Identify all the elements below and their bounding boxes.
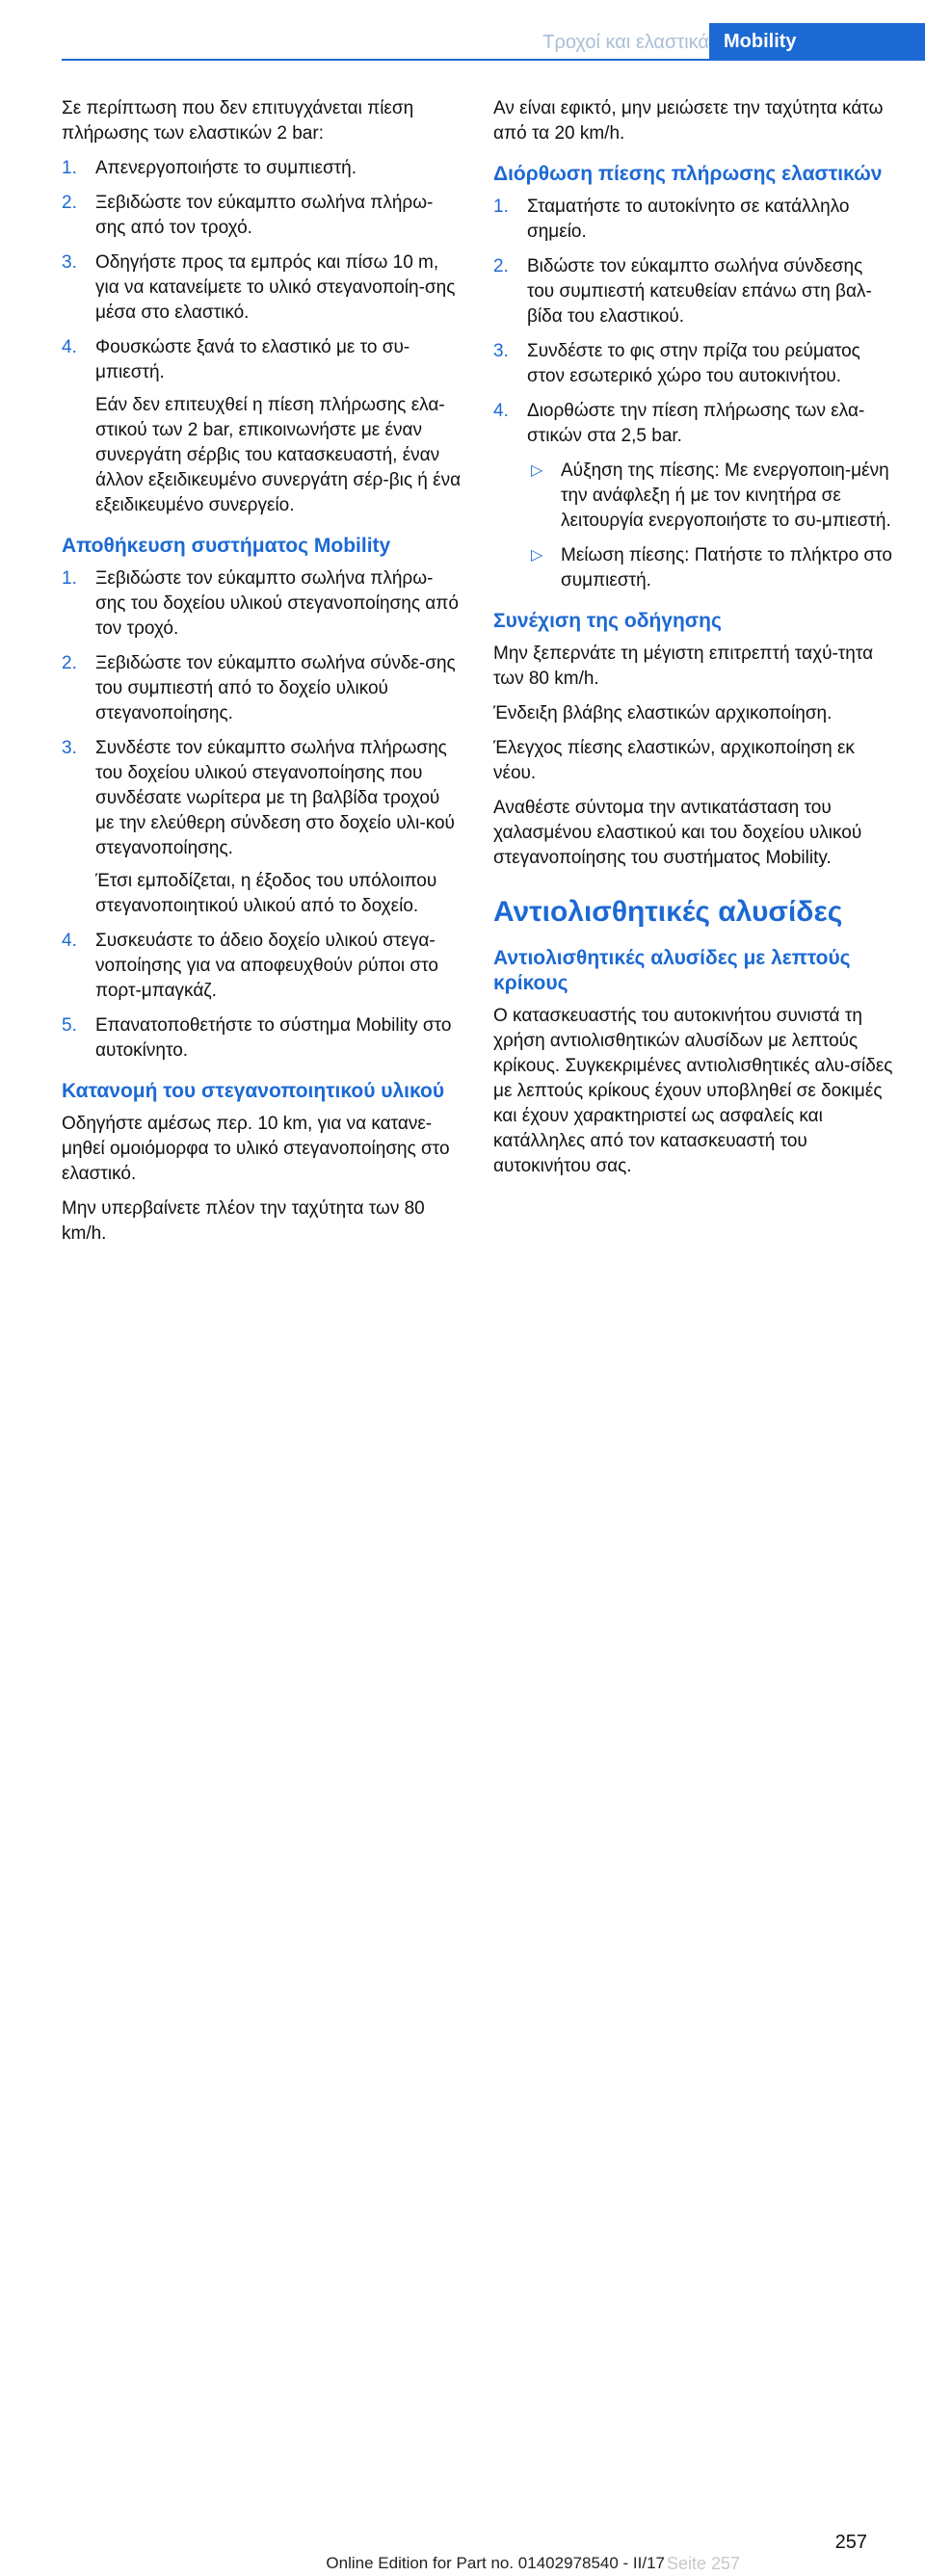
bullet-item: [527, 459, 893, 534]
step-number: 3.: [62, 738, 77, 758]
distribution-paragraph: Οδηγήστε αμέσως περ. 10 km, για να κατανε‐μηθεί ομοιόμορφα το υλικό στεγανοποίησης στο ελαστικό.: [62, 1114, 450, 1184]
heading-storage: Αποθήκευση συστήματος Mobility: [62, 535, 391, 557]
page-header: [0, 0, 925, 60]
continue-paragraph-4: Αναθέστε σύντομα την αντικατάσταση του χαλασμένου ελαστικού και του δοχείου υλικού στεγανοποίησης του συστήματος Mobility.: [493, 798, 862, 868]
step-note: Έτσι εμποδίζεται, η έξοδος του υπόλοιπου στεγανοποιητικού υλικού από το δοχείο.: [95, 871, 437, 916]
heading-correction: Διόρθωση πίεσης πλήρωσης ελαστικών: [493, 163, 883, 185]
header-rule: [62, 59, 925, 61]
speed-limit-paragraph: Μην υπερβαίνετε πλέον την ταχύτητα των 80 km/h.: [62, 1198, 425, 1244]
step-number: 3.: [62, 252, 77, 273]
list-item: [493, 339, 893, 389]
step-text: Βιδώστε τον εύκαμπτο σωλήνα σύνδεσης του συμπιεστή κατευθείαν επάνω στη βαλ‐βίδα του ελαστικού.: [527, 256, 872, 327]
step-text: Οδηγήστε προς τα εμπρός και πίσω 10 m, για να κατανείμετε το υλικό στεγανοποίη‐σης μέσα στο ελαστικό.: [95, 252, 456, 323]
bullet-item: [527, 543, 893, 593]
step-number: 2.: [62, 193, 77, 213]
heading-distribution: Κατανομή του στεγανοποιητικού υλικού: [62, 1080, 445, 1102]
list-item: [62, 929, 462, 1004]
inflation-steps-list: [62, 156, 462, 518]
list-item: [62, 156, 462, 181]
pressure-bullets: [527, 459, 893, 593]
page-footer: [0, 1262, 925, 2573]
heading-thin-chains: Αντιολισθητικές αλυσίδες με λεπτούς κρίκους: [493, 947, 851, 994]
list-item: [493, 195, 893, 245]
step-text: Συσκευάστε το άδειο δοχείο υλικού στεγα‐νοποίησης για να αποφευχθούν ρύποι στο πορτ-μπαγκάζ.: [95, 931, 438, 1001]
header-section-title: Τροχοί και ελαστικά: [542, 32, 709, 53]
list-item: [493, 399, 893, 593]
continue-paragraph-3: Έλεγχος πίεσης ελαστικών, αρχικοποίηση εκ νέου.: [493, 738, 855, 783]
triangle-bullet-icon: ▷: [531, 462, 543, 479]
edition-line: Online Edition for Part no. 01402978540 - II/17: [326, 2554, 665, 2572]
list-item: [62, 736, 462, 919]
header-chapter-tab: Mobility: [709, 23, 925, 60]
step-text: Ξεβιδώστε τον εύκαμπτο σωλήνα πλήρω‐σης του δοχείου υλικού στεγανοποίησης από τον τροχό.: [95, 568, 459, 639]
left-column: [62, 96, 462, 1256]
step-number: 5.: [62, 1015, 77, 1036]
intro-paragraph: Σε περίπτωση που δεν επιτυγχάνεται πίεση πλήρωσης των ελαστικών 2 bar:: [62, 98, 414, 144]
continue-paragraph-1: Μην ξεπερνάτε τη μέγιστη επιτρεπτή ταχύ‐τητα των 80 km/h.: [493, 644, 874, 689]
list-item: [62, 250, 462, 326]
step-number: 2.: [493, 256, 509, 276]
step-text: Συνδέστε τον εύκαμπτο σωλήνα πλήρωσης του δοχείου υλικού στεγανοποίησης που συνδέσατε νωρίτερα με τη βαλβίδα τροχού με την ελεύθερη σύνδεση στο δοχείο υλι‐κού στεγανοποίησης.: [95, 738, 455, 858]
step-number: 1.: [62, 158, 77, 178]
list-item: [62, 566, 462, 642]
step-text: Ξεβιδώστε τον εύκαμπτο σωλήνα πλήρω‐σης από τον τροχό.: [95, 193, 434, 238]
list-item: [62, 191, 462, 241]
list-item: [493, 254, 893, 329]
step-text: Διορθώστε την πίεση πλήρωσης των ελα‐στικών στα 2,5 bar.: [527, 401, 865, 446]
correction-steps-list: [493, 195, 893, 593]
step-text: Συνδέστε το φις στην πρίζα του ρεύματος στον εσωτερικό χώρο του αυτοκινήτου.: [527, 341, 860, 386]
bullet-text: Μείωση πίεσης: Πατήστε το πλήκτρο στο συμπιεστή.: [561, 545, 892, 591]
right-column: [493, 96, 893, 1189]
continue-paragraph-2: Ένδειξη βλάβης ελαστικών αρχικοποίηση.: [493, 703, 832, 723]
page-number: 257: [834, 2532, 867, 2553]
triangle-bullet-icon: ▷: [531, 547, 543, 564]
chains-paragraph: Ο κατασκευαστής του αυτοκινήτου συνιστά τη χρήση αντιολισθητικών αλυσίδων με λεπτούς κρίκους. Συγκεκριμένες αντιολισθητικές αλυ‐σίδες με λεπτούς κρίκους έχουν υποβληθεί σε δοκιμές και έχουν χαρακτηριστεί ως ασφαλείς και κατάλληλες από τον κατασκευαστή του αυτοκινήτου σας.: [493, 1006, 893, 1176]
step-number: 4.: [62, 931, 77, 951]
list-item: [62, 1013, 462, 1064]
step-number: 4.: [493, 401, 509, 421]
step-text: Φουσκώστε ξανά το ελαστικό με το συ‐μπιεστή.: [95, 337, 410, 382]
step-number: 4.: [62, 337, 77, 357]
step-text: Επανατοποθετήστε το σύστημα Mobility στο αυτοκίνητο.: [95, 1015, 452, 1061]
speed-paragraph: Αν είναι εφικτό, μην μειώσετε την ταχύτητα κάτω από τα 20 km/h.: [493, 98, 884, 144]
heading-continue: Συνέχιση της οδήγησης: [493, 610, 722, 632]
bullet-text: Αύξηση της πίεσης: Με ενεργοποιη‐μένη την ανάφλεξη ή με τον κινητήρα σε λειτουργία ενεργοποιήστε το συ‐μπιεστή.: [561, 460, 891, 531]
step-number: 1.: [62, 568, 77, 589]
step-note: Εάν δεν επιτευχθεί η πίεση πλήρωσης ελα‐στικού των 2 bar, επικοινωνήστε με έναν συνεργάτη σέρβις του κατασκευαστή, έναν άλλον εξειδικευμένο συνεργάτη σέρ‐βις ή ένα εξειδικευμένο συνεργείο.: [95, 395, 462, 515]
step-number: 3.: [493, 341, 509, 361]
list-item: [62, 335, 462, 518]
step-number: 2.: [62, 653, 77, 673]
step-text: Απενεργοποιήστε το συμπιεστή.: [95, 158, 357, 178]
heading-snow-chains: Αντιολισθητικές αλυσίδες: [493, 896, 843, 928]
step-text: Ξεβιδώστε τον εύκαμπτο σωλήνα σύνδε‐σης του συμπιεστή από το δοχείο υλικού στεγανοποίησης.: [95, 653, 456, 723]
list-item: [62, 651, 462, 726]
storage-steps-list: [62, 566, 462, 1064]
watermark: Seite 257: [667, 2554, 741, 2573]
step-number: 1.: [493, 197, 509, 217]
step-text: Σταματήστε το αυτοκίνητο σε κατάλληλο σημείο.: [527, 197, 850, 242]
